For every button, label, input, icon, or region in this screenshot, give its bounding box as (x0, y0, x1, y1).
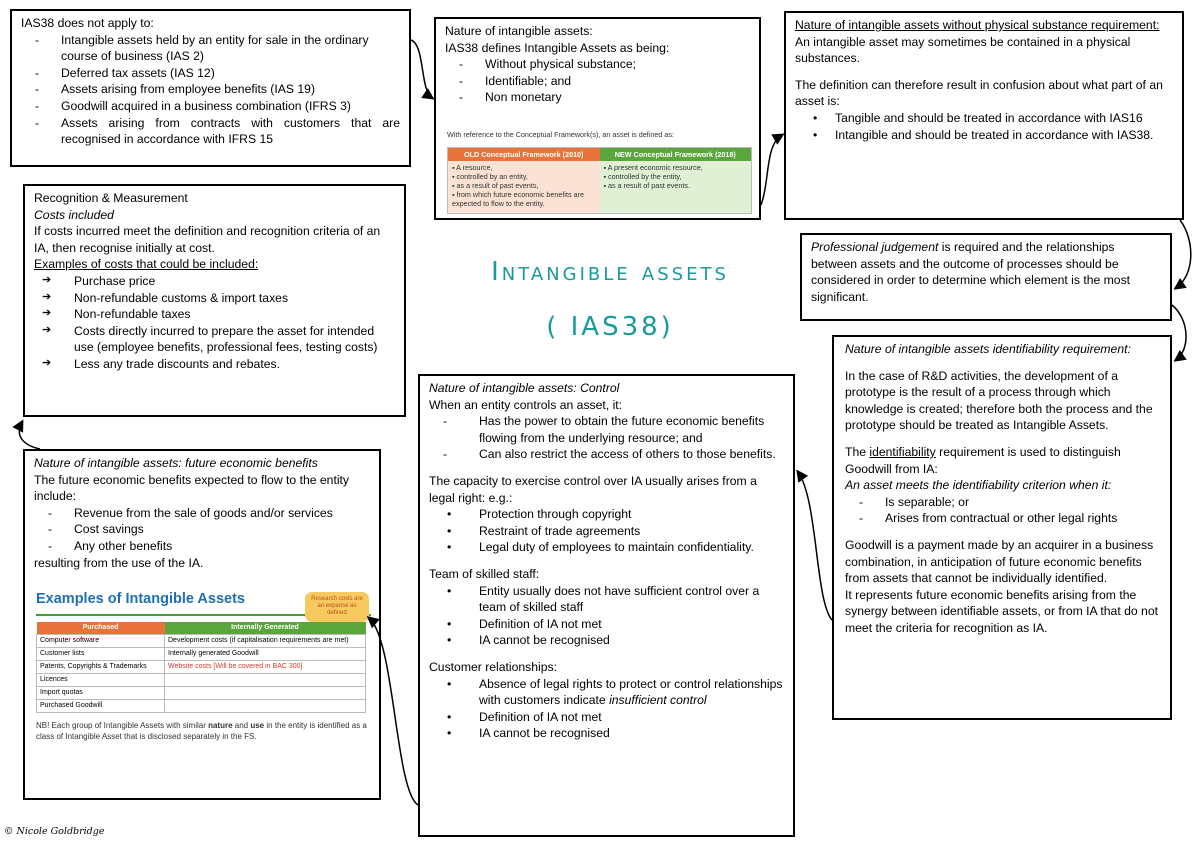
nb-text: NB! Each group of Intangible Assets with similar (36, 721, 209, 731)
cell: Purchased Goodwill (37, 700, 165, 713)
recognition-subheading: Costs included (34, 207, 114, 222)
examples-title: Examples of Intangible Assets (36, 591, 245, 607)
cell: Website costs [Will be covered in BAC 300] (165, 661, 366, 674)
p2-post: requirement is used to distinguish Goodwill from IA: (845, 444, 1121, 476)
cf-caption: With reference to the Conceptual Framework(s), an asset is defined as: (447, 130, 674, 139)
col-purchased: Purchased (37, 622, 165, 635)
list-item: - Deferred tax assets (IAS 12) (21, 65, 400, 82)
list-item: - Arises from contractual or other legal rights (845, 510, 1161, 527)
cell: Development costs (if capitalisation requirements are met) (165, 635, 366, 648)
list-item: - Assets arising from employee benefits (IAS 19) (21, 81, 400, 98)
arrow-6 (369, 618, 418, 805)
list-item: ➔ Costs directly incurred to prepare the asset for intended use (employee benefits, professional fees, testing costs) (34, 323, 395, 356)
list-item: - Goodwill acquired in a business combination (IFRS 3) (21, 98, 400, 115)
page-subtitle: ( IAS38) (546, 312, 674, 342)
page-title: Intangible assets (491, 257, 729, 287)
nb-bold: nature (208, 721, 233, 731)
list-item: • Definition of IA not met (429, 709, 784, 726)
list-item: - Has the power to obtain the future economic benefits flowing from the underlying resource; and (429, 413, 784, 446)
list-item: • Legal duty of employees to maintain confidentiality. (429, 539, 784, 556)
judgement-lead: Professional judgement (811, 240, 939, 254)
list-item: • Restraint of trade agreements (429, 523, 784, 540)
future-heading: Nature of intangible assets: future economic benefits (34, 456, 318, 470)
identifiability-heading: Nature of intangible assets identifiability requirement: (845, 342, 1131, 356)
cf-old-item: ▪ controlled by an entity, (452, 172, 596, 181)
nature-intro: IAS38 defines Intangible Assets as being: (445, 40, 670, 55)
identifiability-p3: An asset meets the identifiability criterion when it: (845, 478, 1112, 493)
list-item: ➔ Non-refundable taxes (34, 306, 395, 323)
list-item: - Intangible assets held by an entity for sale in the ordinary course of business (IAS 2) (21, 32, 400, 65)
list-item: - Any other benefits (34, 538, 370, 555)
list-item: ➔ Less any trade discounts and rebates. (34, 356, 395, 373)
not-apply-heading: IAS38 does not apply to: (21, 16, 154, 30)
list-item: ➔ Non-refundable customs & import taxes (34, 290, 395, 307)
cell: Import quotas (37, 687, 165, 700)
judgement-body: is required and the relationships between assets and the outcome of processes should be considered in order to determine which element is the most significant. (811, 240, 1131, 304)
nb-text: and (232, 721, 251, 731)
physical-p1: An intangible asset may sometimes be contained in a physical substances. (795, 34, 1131, 66)
list-item: • Intangible and should be treated in accordance with IAS38. (795, 127, 1173, 144)
arrow-2 (761, 135, 782, 205)
arrow-7 (19, 422, 40, 449)
list-item: ➔ Purchase price (34, 273, 395, 290)
cell: Computer software (37, 635, 165, 648)
cust-item-text: Absence of legal rights to protect or control relationships with customers indicate (479, 676, 783, 708)
research-costs-callout: Research costs are an expense as defined (305, 592, 369, 622)
arrow-3 (1176, 220, 1191, 288)
cf-old-item: ▪ as a result of past events, (452, 181, 596, 190)
control-intro: When an entity controls an asset, it: (429, 397, 623, 412)
list-item: • IA cannot be recognised (429, 725, 784, 742)
list-item: - Can also restrict the access of others to those benefits. (429, 446, 784, 463)
identifiability-p1: In the case of R&D activities, the development of a prototype is the result of a process through which knowledge is created; therefore both the process and the prototype should be treated as Intangible Assets. (845, 368, 1153, 433)
list-item: - Cost savings (34, 521, 370, 538)
cf-old-item: ▪ from which future economic benefits are expected to flow to the entity. (452, 190, 596, 208)
list-item: - Non monetary (445, 89, 750, 106)
recognition-examples-heading: Examples of costs that could be included: (34, 257, 259, 272)
cf-new-item: ▪ controlled by the entity, (604, 172, 748, 181)
cf-new-item: ▪ A present economic resource, (604, 163, 748, 172)
nb-text: in the entity is identified as a class of Intangible Asset that is disclosed separately in the FS. (36, 721, 367, 741)
cell: Customer lists (37, 648, 165, 661)
nature-heading: Nature of intangible assets: (445, 24, 593, 38)
list-item: - Revenue from the sale of goods and/or services (34, 505, 370, 522)
cf-new-header: NEW Conceptual Framework (2018) (600, 148, 752, 161)
control-customer-heading: Customer relationships: (429, 659, 558, 674)
arrow-4 (1172, 305, 1186, 360)
list-item: • IA cannot be recognised (429, 632, 784, 649)
cell: Patents, Copyrights & Trademarks (37, 661, 165, 674)
arrow-1 (411, 40, 432, 98)
future-intro: The future economic benefits expected to flow to the entity include: (34, 472, 350, 504)
cf-old-header: OLD Conceptual Framework (2010) (448, 148, 600, 161)
list-item: • Entity usually does not have sufficient control over a team of skilled staff (429, 583, 784, 616)
identifiability-p5: It represents future economic benefits arising from the synergy between identifiable assets, or from IA that do not meet the criteria for recognition as IA. (845, 587, 1158, 635)
p2-pre: The (845, 444, 870, 459)
list-item: • Protection through copyright (429, 506, 784, 523)
recognition-heading: Recognition & Measurement (34, 191, 188, 205)
list-item: - Without physical substance; (445, 56, 750, 73)
list-item: • Definition of IA not met (429, 616, 784, 633)
physical-p2: The definition can therefore result in confusion about what part of an asset is: (795, 77, 1163, 109)
physical-heading: Nature of intangible assets without physical substance requirement: (795, 18, 1160, 32)
arrow-5 (798, 472, 832, 620)
p2-keyword: identifiability (869, 444, 936, 459)
control-staff-heading: Team of skilled staff: (429, 566, 540, 581)
future-outro: resulting from the use of the IA. (34, 555, 204, 570)
cell: Internally generated Goodwill (165, 648, 366, 661)
control-heading: Nature of intangible assets: Control (429, 381, 620, 395)
nb-bold: use (250, 721, 265, 731)
recognition-p1: If costs incurred meet the definition and recognition criteria of an IA, then recognise initially at cost. (34, 224, 381, 255)
list-item: - Identifiable; and (445, 73, 750, 90)
cf-new-item: ▪ as a result of past events. (604, 181, 748, 190)
cell: Licences (37, 674, 165, 687)
control-p2: The capacity to exercise control over IA usually arises from a legal right: e.g.: (429, 473, 757, 505)
author-credit: © Nicole Goldbridge (4, 826, 105, 837)
list-item: • Tangible and should be treated in accordance with IAS16 (795, 110, 1173, 127)
col-internal: Internally Generated (165, 622, 366, 635)
identifiability-p4: Goodwill is a payment made by an acquirer in a business combination, in anticipation of future economic benefits from assets that cannot be individually identified. (845, 537, 1154, 586)
cf-old-item: ▪ A resource, (452, 163, 596, 172)
cust-item-italic: insufficient control (609, 693, 707, 708)
list-item: - Assets arising from contracts with customers that are recognised in accordance with IFRS 15 (21, 115, 400, 148)
list-item: - Is separable; or (845, 494, 1161, 511)
